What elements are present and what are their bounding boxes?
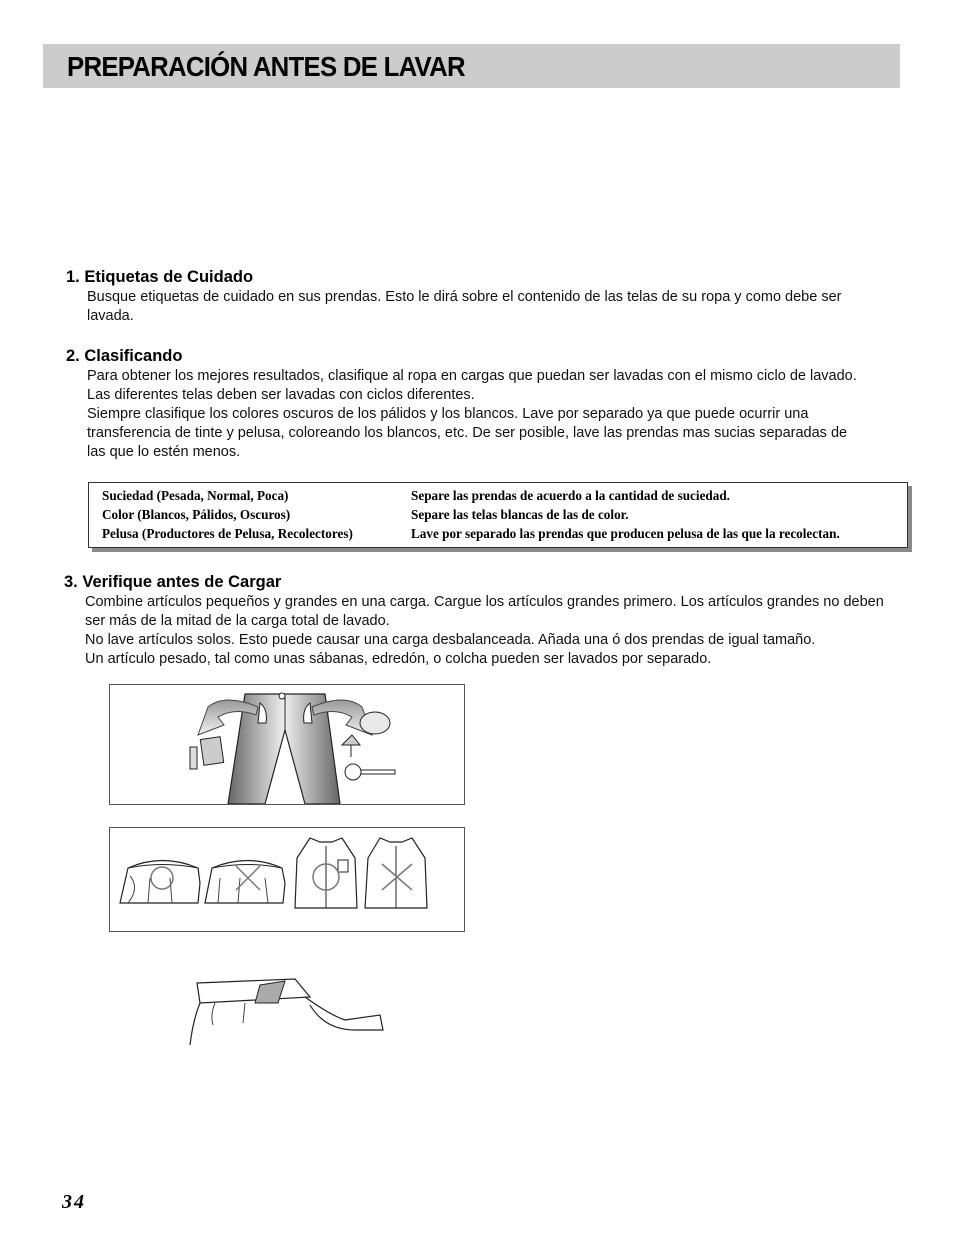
section-sorting xyxy=(66,346,866,462)
table-cell: Pelusa (Productores de Pelusa, Recolectores) xyxy=(102,526,353,541)
section-paragraph: Busque etiquetas de cuidado en sus prendas. Esto le dirá sobre el contenido de las telas de su ropa y como debe ser lavada. xyxy=(87,289,842,324)
section-heading: 1. Etiquetas de Cuidado xyxy=(66,268,254,286)
table-row xyxy=(89,486,907,505)
page-title: PREPARACIÓN ANTES DE LAVAR xyxy=(67,51,465,82)
waistband-shirt-icon xyxy=(110,828,464,931)
sorting-table xyxy=(88,482,908,548)
table-cell: Lave por separado las prendas que producen pelusa de las que la recolectan. xyxy=(411,526,840,541)
table-row xyxy=(89,524,907,543)
empty-pockets-illustration xyxy=(109,684,465,805)
section-care-labels xyxy=(66,267,866,326)
section-paragraph: Combine artículos pequeños y grandes en una carga. Cargue los artículos grandes primero. Los artículos grandes no deben ser más de la mitad de la carga total de lavado. xyxy=(85,594,884,629)
table-row xyxy=(89,505,907,524)
pants-pockets-icon xyxy=(110,685,464,804)
fasten-closures-illustration xyxy=(109,827,465,932)
section-paragraph: Un artículo pesado, tal como unas sábanas, edredón, o colcha pueden ser lavados por separado. xyxy=(85,651,712,667)
page-number: 34 xyxy=(62,1191,86,1213)
section-check-before-loading xyxy=(66,572,896,669)
section-paragraph: No lave artículos solos. Esto puede causar una carga desbalanceada. Añada una ó dos prendas de igual tamaño. xyxy=(85,632,816,648)
table-cell: Color (Blancos, Pálidos, Oscuros) xyxy=(102,507,291,522)
title-bar xyxy=(43,44,900,88)
table-cell: Suciedad (Pesada, Normal, Poca) xyxy=(102,488,289,503)
section-heading: 2. Clasificando xyxy=(66,347,183,365)
section-paragraph: Para obtener los mejores resultados, clasifique al ropa en cargas que puedan ser lavadas con el mismo ciclo de lavado. Las diferentes telas deben ser lavadas con ciclos diferentes. xyxy=(87,368,857,403)
tie-strings-illustration xyxy=(185,975,385,1050)
section-paragraph: Siempre clasifique los colores oscuros de los pálidos y los blancos. Lave por separado ya que puede ocurrir una transferencia de tinte y pelusa, coloreando los blancos, etc. De ser posible, lave las prendas mas sucias separadas de las que lo estén menos. xyxy=(87,406,848,460)
table-cell: Separe las prendas de acuerdo a la cantidad de suciedad. xyxy=(411,488,730,503)
table-cell: Separe las telas blancas de las de color. xyxy=(411,507,629,522)
section-heading: 3. Verifique antes de Cargar xyxy=(64,573,282,591)
tie-sash-icon xyxy=(185,975,385,1050)
